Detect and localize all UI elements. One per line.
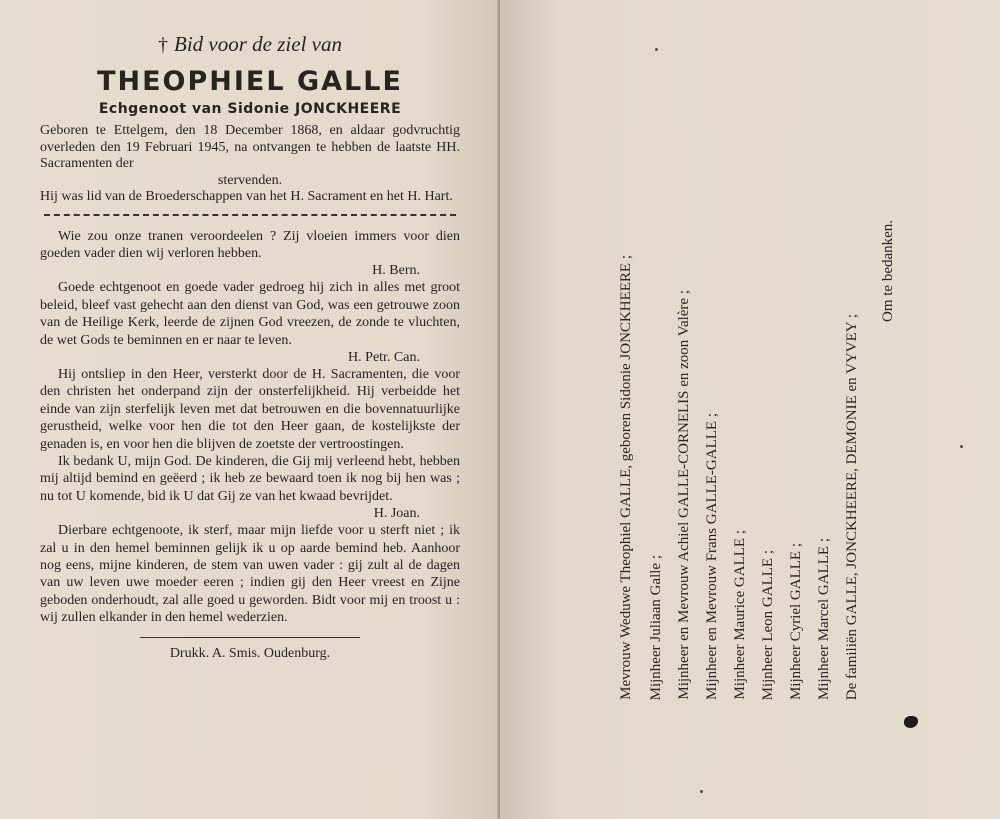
mourner-line: Mijnheer Cyriel GALLE ; [788, 542, 804, 700]
prayer-heading [40, 30, 460, 59]
biography [40, 123, 460, 206]
passage: Wie zou onze tranen veroordeelen ? Zij vloeien immers voor dien goeden vader dien wij verloren hebben. [40, 228, 460, 261]
paper-speck [960, 445, 963, 448]
spouse-line: Echgenoot van Sidonie JONCKHEERE [98, 101, 402, 117]
left-page-content [40, 30, 460, 662]
paper-speck [655, 48, 658, 51]
deceased-name: THEOPHIEL GALLE [97, 66, 403, 97]
mourners-list [616, 90, 916, 700]
passage: Goede echtgenoot en goede vader gedroeg hij zich in alles met groot beleid, bleef vast gehecht aan den dienst van God, was een getrouwe zoon van de Heilige Kerk, leerde de zijnen God vreezen, de zonde te vluchten, de wet Gods te beminnen en er naar te leven. [40, 280, 460, 348]
mourner-line: Mijnheer Marcel GALLE ; [816, 537, 832, 700]
divider [140, 637, 360, 638]
passage-source: H. Bern. [372, 263, 420, 279]
bio-line: Geboren te Ettelgem, den 18 December 1868, en aldaar godvruchtig overleden den 19 Februari 1945, na ontvangen te hebben de laatste HH. Sacramenten der [40, 123, 460, 171]
cross-icon: † [158, 34, 169, 56]
passage-source: H. Petr. Can. [348, 349, 420, 365]
bio-line: Hij was lid van de Broederschappen van het H. Sacrament en het H. Hart. [40, 189, 453, 204]
passage-source: H. Joan. [373, 506, 420, 522]
mourner-line: Mijnheer Juliaan Galle ; [648, 554, 664, 700]
passage: Hij ontsliep in den Heer, versterkt door de H. Sacramenten, die voor den christen het onderpand zijn der onsterfelijkheid. Hij verbeidde het einde van zijn sterfelijk leven met dat betrouwen en die bovennatuurlijke gerustheid, welke voor hen die tot den Heer gaan, de kostelijkste der genaden is, en voor hen die blijven de zoetste der vertroostingen. [40, 366, 460, 452]
passages [40, 228, 460, 627]
mourner-line: Mijnheer en Mevrouw Achiel GALLE-CORNELIS en zoon Valère ; [676, 290, 692, 700]
passage: Dierbare echtgenoote, ik sterf, maar mijn liefde voor u sterft niet ; ik zal u in den hemel beminnen gelijk ik u op aarde bemind heb. Aanhoor nog eens, mijne kinderen, de stem van uwen vader : gij zult al de dagen van uw leven uwe moeder eeren ; indien gij den Heer vreest en Zijne geboden onderhoudt, zal alle goed u geworden. Bidt voor mij en troost u : wij zullen elkander in den hemel wederzien. [40, 523, 460, 626]
mourner-line: Mevrouw Weduwe Theophiel GALLE, geboren Sidonie JONCKHEERE ; [618, 255, 634, 700]
mourner-line: Mijnheer en Mevrouw Frans GALLE-GALLE ; [704, 412, 720, 700]
printer-credit: Drukk. A. Smis. Oudenburg. [169, 645, 331, 661]
mourner-line: Mijnheer Leon GALLE ; [760, 549, 776, 700]
dashed-divider [44, 214, 456, 216]
paper-speck [700, 790, 703, 793]
closing-line: Om te bedanken. [880, 219, 896, 322]
passage: Ik bedank U, mijn God. De kinderen, die Gij mij verleend hebt, hebben mij altijd bemind en geëerd ; ik heb ze bewaard toen ik nog bij hen was ; nu tot U komende, bid ik U dat Gij ze van het kwaad bevrijdet. [40, 453, 460, 504]
prayer-text: Bid voor de ziel van [174, 32, 342, 56]
bio-line: stervenden. [217, 172, 283, 188]
mourner-line: De familiën GALLE, JONCKHEERE, DEMONIE en VYVEY ; [844, 313, 860, 700]
mourner-line: Mijnheer Maurice GALLE ; [732, 530, 748, 700]
